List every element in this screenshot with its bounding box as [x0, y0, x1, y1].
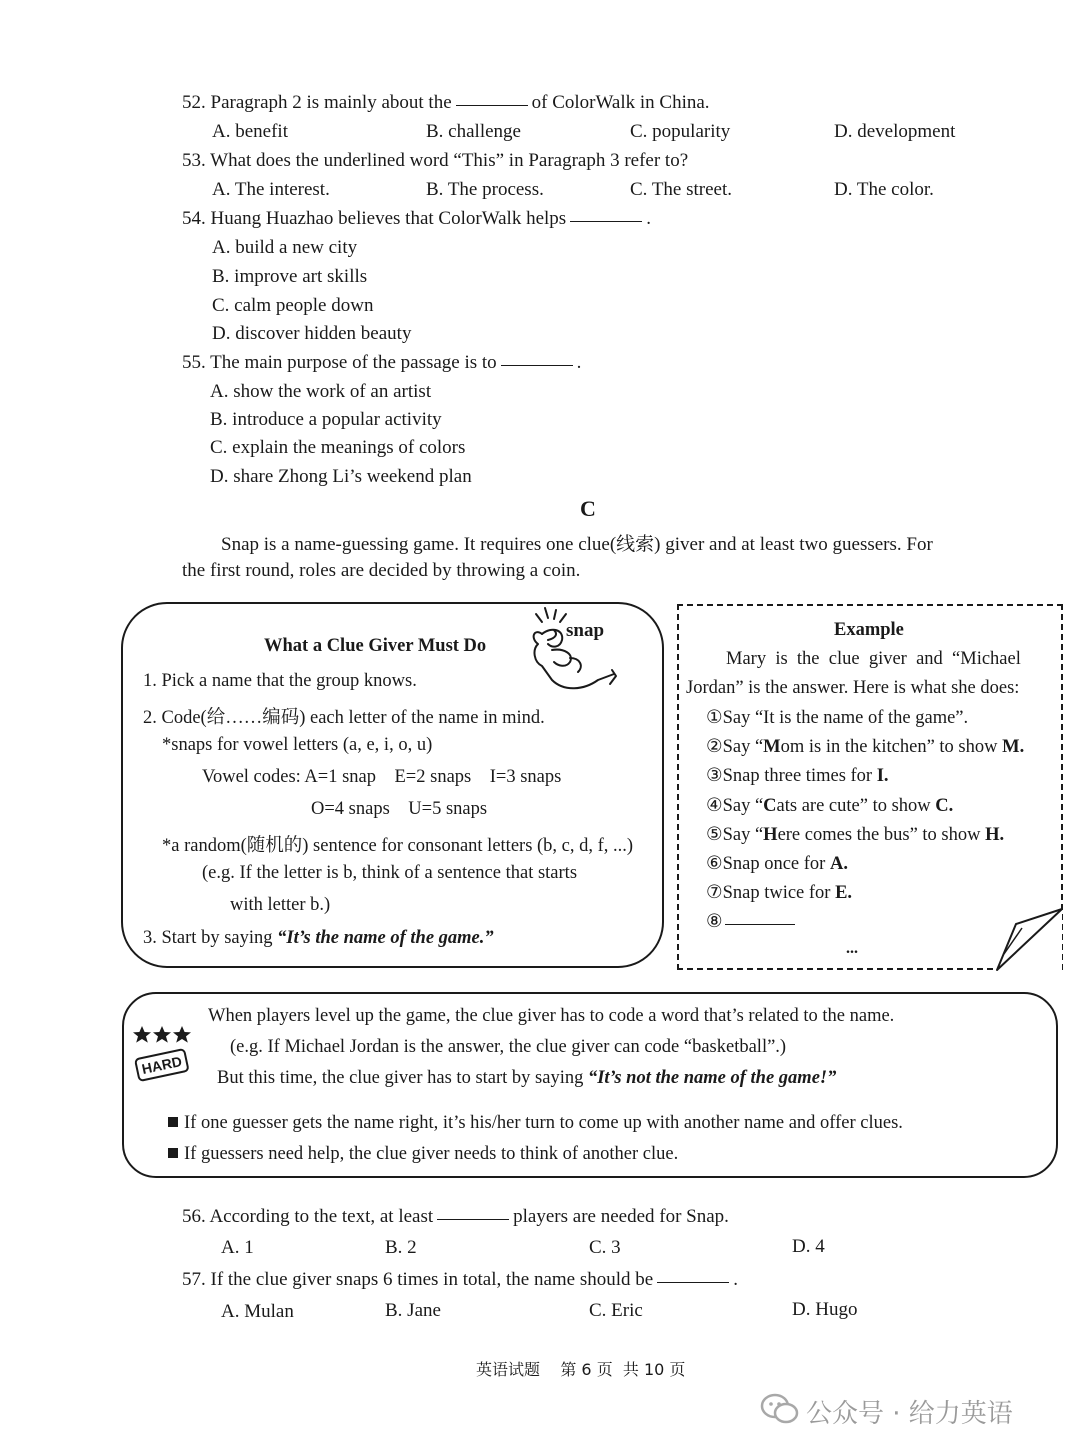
example-note-line2: with letter b.): [230, 895, 331, 915]
question-57: 57. If the clue giver snaps 6 times in total, the name should be .: [182, 1269, 738, 1290]
folded-corner-icon: [996, 906, 1064, 972]
option-c: C. explain the meanings of colors: [210, 437, 466, 458]
option-a: A. build a new city: [212, 237, 358, 258]
section-intro-line2: the first round, roles are decided by throwing a coin.: [182, 560, 581, 581]
clue-giver-title: What a Clue Giver Must Do: [264, 636, 487, 656]
example-line1: Mary is the clue giver and “Michael: [726, 649, 1021, 669]
question-52-stem: 52. Paragraph 2 is mainly about the: [182, 92, 452, 113]
example-step-1: ①Say “It is the name of the game”.: [706, 708, 969, 728]
answer-blank: [437, 1218, 509, 1220]
option-a: A. benefit: [212, 121, 288, 142]
step-1: 1. Pick a name that the group knows.: [143, 671, 417, 691]
example-title: Example: [834, 620, 904, 640]
three-stars-icon: [133, 1026, 191, 1043]
option-c: C. Eric: [589, 1300, 643, 1321]
option-d: D. discover hidden beauty: [212, 323, 412, 344]
option-c: C. calm people down: [212, 295, 374, 316]
wechat-icon: [760, 1392, 800, 1426]
question-57-stem: 57. If the clue giver snaps 6 times in total, the name should be: [182, 1269, 654, 1290]
example-ellipsis: ...: [846, 940, 858, 957]
question-54: 54. Huang Huazhao believes that ColorWalk helps .: [182, 208, 651, 229]
question-52: 52. Paragraph 2 is mainly about the of ColorWalk in China.: [182, 92, 710, 113]
answer-blank: [501, 364, 573, 366]
option-b: B. Jane: [385, 1300, 441, 1321]
example-step-8: ⑧: [706, 911, 799, 933]
example-step-6: ⑥Snap once for A.: [706, 854, 848, 874]
option-b: B. The process.: [426, 179, 544, 200]
vowel-rule: *snaps for vowel letters (a, e, i, o, u): [162, 735, 433, 755]
example-note-line1: (e.g. If the letter is b, think of a sentence that starts: [202, 863, 578, 883]
question-55: 55. The main purpose of the passage is to .: [182, 352, 582, 373]
step-3-quote: “It’s the name of the game.”: [277, 928, 494, 948]
answer-blank: [657, 1281, 729, 1283]
page-footer: 英语试题 第 6 页 共 10 页: [476, 1360, 686, 1379]
hard-badge-icon: [132, 1024, 196, 1086]
question-56: 56. According to the text, at least players are needed for Snap.: [182, 1206, 729, 1227]
step-2: 2. Code(给……编码) each letter of the name in mind.: [143, 708, 545, 728]
example-step-5: ⑤Say “Here comes the bus” to show H.: [706, 825, 1005, 845]
vowel-codes-1: Vowel codes: A=1 snap E=2 snaps I=3 snaps: [202, 767, 562, 787]
option-a: A. The interest.: [212, 179, 330, 200]
option-a: A. show the work of an artist: [210, 381, 432, 402]
option-b: B. 2: [385, 1237, 417, 1258]
hard-line-3: But this time, the clue giver has to start by saying “It’s not the name of the game!”: [217, 1068, 837, 1088]
hard-line-2: (e.g. If Michael Jordan is the answer, the clue giver can code “basketball”.): [230, 1037, 787, 1057]
snap-label: snap: [566, 620, 605, 641]
option-a: A. 1: [221, 1237, 254, 1258]
step-3: 3. Start by saying “It’s the name of the game.”: [143, 928, 494, 948]
example-step-4: ④Say “Cats are cute” to show C.: [706, 796, 954, 816]
bullet-icon: [168, 1148, 178, 1158]
answer-blank: [725, 923, 795, 925]
option-b: B. challenge: [426, 121, 521, 142]
question-56-stem: 56. According to the text, at least: [182, 1206, 434, 1227]
example-step-2: ②Say “Mom is in the kitchen” to show M.: [706, 737, 1025, 757]
hard-line-3-quote: “It’s not the name of the game!”: [587, 1068, 837, 1088]
hard-bullet-2: If guessers need help, the clue giver needs to think of another clue.: [168, 1144, 678, 1165]
snapping-hand-icon: [512, 604, 622, 696]
option-d: D. share Zhong Li’s weekend plan: [210, 466, 472, 487]
watermark-text: 公众号 · 给力英语: [806, 1399, 1013, 1429]
option-c: C. The street.: [630, 179, 733, 200]
option-b: B. improve art skills: [212, 266, 368, 287]
section-intro-line1: Snap is a name-guessing game. It requires one clue(线索) giver and at least two guessers. For: [221, 534, 933, 555]
section-title: C: [580, 496, 596, 521]
option-d: D. The color.: [834, 179, 934, 200]
answer-blank: [570, 220, 642, 222]
option-b: B. introduce a popular activity: [210, 409, 442, 430]
consonant-rule: *a random(随机的) sentence for consonant letters (b, c, d, f, ...): [162, 836, 634, 856]
question-54-stem: 54. Huang Huazhao believes that ColorWalk helps: [182, 208, 567, 229]
question-53-stem: 53. What does the underlined word “This” in Paragraph 3 refer to?: [182, 150, 689, 171]
example-step-7: ⑦Snap twice for E.: [706, 883, 853, 903]
option-a: A. Mulan: [221, 1301, 294, 1322]
bullet-icon: [168, 1117, 178, 1127]
hard-badge-label: HARD: [140, 1052, 184, 1078]
option-c: C. popularity: [630, 121, 731, 142]
option-d: D. Hugo: [792, 1299, 858, 1320]
example-line2: Jordan” is the answer. Here is what she does:: [686, 678, 1020, 698]
option-c: C. 3: [589, 1237, 621, 1258]
vowel-codes-2: O=4 snaps U=5 snaps: [311, 799, 488, 819]
option-d: D. development: [834, 121, 956, 142]
example-step-3: ③Snap three times for I.: [706, 766, 889, 786]
hard-line-1: When players level up the game, the clue giver has to code a word that’s related to the name.: [208, 1006, 895, 1026]
question-55-stem: 55. The main purpose of the passage is to: [182, 352, 497, 373]
answer-blank: [456, 104, 528, 106]
option-d: D. 4: [792, 1236, 825, 1257]
hard-bullet-1: If one guesser gets the name right, it’s his/her turn to come up with another name and offer clues.: [168, 1113, 903, 1134]
